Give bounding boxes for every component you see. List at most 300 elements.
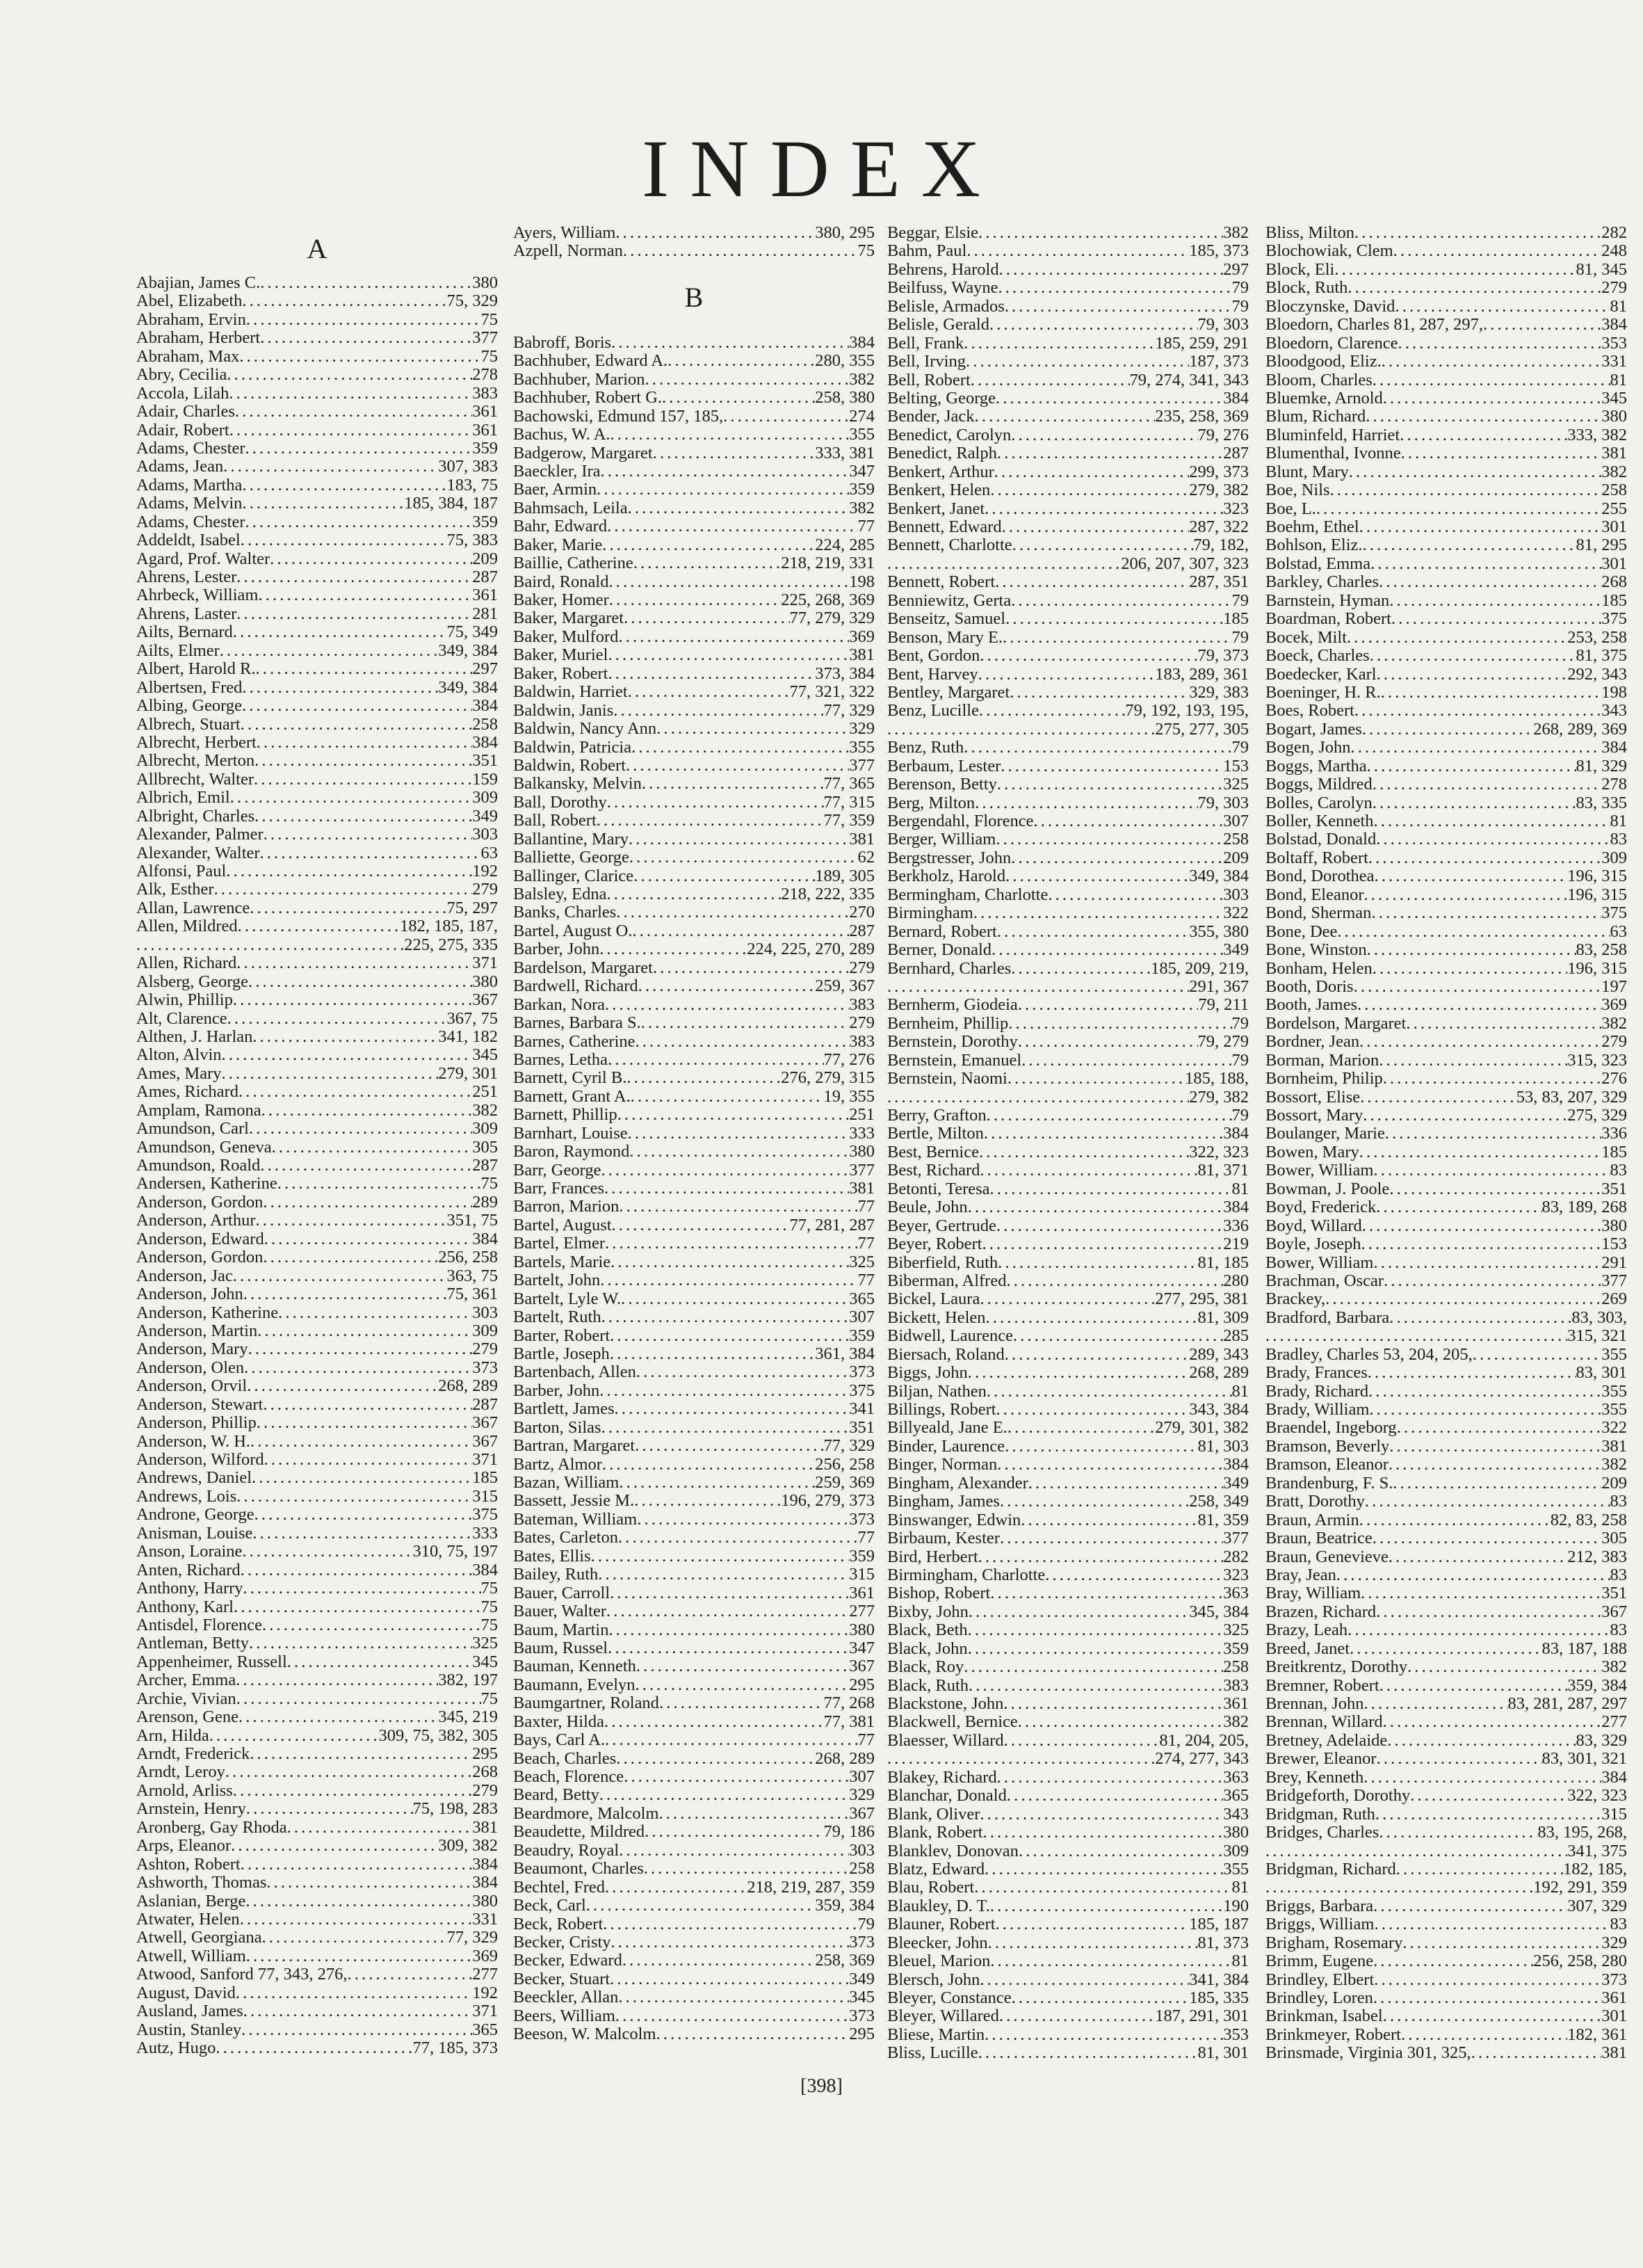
entry-pages: 384 — [472, 697, 498, 716]
entry-name: Baker, Margaret — [513, 609, 624, 628]
index-entry — [513, 903, 875, 922]
leader-dots — [255, 1212, 446, 1230]
entry-name: Binder, Laurence — [887, 1437, 1005, 1456]
leader-dots — [227, 366, 472, 384]
entry-name: Biberfield, Ruth — [887, 1253, 998, 1272]
entry-pages: 77, 315 — [823, 793, 875, 812]
entry-name: Bingham, James — [887, 1493, 1000, 1511]
entry-name: Bernherm, Giodeia — [887, 996, 1018, 1015]
leader-dots — [1337, 923, 1610, 941]
entry-pages: 367 — [1601, 1602, 1627, 1621]
entry-name: Bidwell, Laurence — [887, 1327, 1013, 1346]
entry-name: Brigham, Rosemary — [1265, 1933, 1403, 1952]
entry-pages: 79 — [857, 1915, 875, 1933]
index-entry — [1265, 757, 1627, 775]
entry-pages: 351 — [1601, 1180, 1627, 1198]
entry-pages: 187, 291, 301 — [1155, 2007, 1249, 2026]
leader-dots — [605, 996, 849, 1014]
index-entry — [887, 1677, 1249, 1695]
leader-dots — [968, 1621, 1224, 1639]
leader-dots — [1471, 2044, 1602, 2062]
entry-pages: 361 — [1223, 1695, 1249, 1713]
entry-pages: 268 — [472, 1763, 498, 1782]
entry-pages: 349 — [849, 1970, 875, 1988]
leader-dots — [631, 739, 849, 757]
leader-dots — [619, 1842, 849, 1860]
leader-dots — [1361, 1584, 1601, 1602]
entry-name: Alk, Esther — [136, 880, 214, 899]
entry-name: Bleuel, Marion — [887, 1952, 991, 1971]
entry-name: Baker, Homer — [513, 591, 609, 609]
entry-pages: 258 — [472, 715, 498, 734]
entry-name: Arn, Hilda — [136, 1726, 209, 1745]
index-entry — [887, 1033, 1249, 1051]
index-entry — [1265, 1971, 1627, 1989]
index-entry — [136, 1193, 498, 1212]
leader-dots — [1003, 1695, 1223, 1713]
index-entry — [887, 1015, 1249, 1033]
index-entry — [1265, 1107, 1627, 1125]
leader-dots — [887, 721, 1155, 739]
index-entry — [513, 1988, 875, 2006]
entry-name: Benedict, Carolyn — [887, 426, 1012, 444]
entry-name: Bickett, Helen — [887, 1308, 986, 1327]
entry-name: Blum, Richard — [1265, 408, 1366, 426]
index-entry — [887, 1658, 1249, 1676]
entry-name: Ailts, Bernard — [136, 623, 233, 642]
index-entry — [513, 1198, 875, 1216]
entry-pages: 75, 349 — [446, 623, 498, 642]
leader-dots — [618, 628, 849, 646]
leader-dots — [607, 794, 824, 812]
leader-dots — [1019, 1842, 1223, 1860]
index-entry — [887, 1180, 1249, 1198]
entry-name: Bays, Carl A. — [513, 1731, 606, 1750]
entry-pages: 81 — [1610, 371, 1627, 389]
leader-dots — [1018, 996, 1199, 1014]
index-entry — [136, 366, 498, 384]
entry-pages: 367, 75 — [446, 1009, 498, 1028]
index-entry — [887, 224, 1249, 242]
entry-pages: 276, 279, 315 — [781, 1069, 875, 1088]
index-entry — [136, 2039, 498, 2057]
index-entry — [1265, 1217, 1627, 1235]
entry-pages: 351 — [472, 752, 498, 771]
leader-dots — [1375, 1805, 1601, 1824]
index-entry — [513, 1750, 875, 1768]
index-entry — [887, 1915, 1249, 1933]
entry-pages: 275, 277, 305 — [1155, 720, 1249, 739]
entry-pages: 301 — [1601, 554, 1627, 573]
entry-name: Bliss, Lucille — [887, 2044, 978, 2063]
index-entry — [1265, 794, 1627, 812]
entry-name: Alton, Alvin — [136, 1046, 222, 1065]
entry-pages: 343, 384 — [1189, 1401, 1249, 1419]
leader-dots — [1354, 224, 1601, 242]
entry-pages: 77, 329 — [823, 701, 875, 720]
entry-name: Bolstad, Emma — [1265, 554, 1371, 573]
entry-pages: 361 — [1601, 1989, 1627, 2007]
entry-pages: 77 — [857, 1731, 875, 1750]
leader-dots — [1008, 1015, 1231, 1033]
entry-name: Albert, Harold R. — [136, 660, 256, 679]
leader-dots — [964, 335, 1155, 353]
index-entry — [887, 408, 1249, 426]
entry-pages: 381 — [849, 830, 875, 849]
entry-pages: 355 — [849, 426, 875, 444]
entry-name: Abry, Cecilia — [136, 366, 227, 385]
entry-pages: 209 — [1223, 849, 1249, 867]
leader-dots — [619, 1198, 857, 1216]
index-entry — [1265, 702, 1627, 720]
index-entry — [887, 1713, 1249, 1731]
index-entry — [513, 1492, 875, 1510]
entry-name: Bachowski, Edmund 157, 185, — [513, 407, 724, 426]
index-entry — [1265, 279, 1627, 297]
index-entry — [513, 517, 875, 536]
entry-name: Bogen, John — [1265, 739, 1351, 757]
index-entry — [887, 1254, 1249, 1272]
entry-pages: 251 — [849, 1106, 875, 1125]
entry-pages: 83, 301 — [1576, 1364, 1627, 1383]
entry-name: Ball, Dorothy — [513, 793, 607, 812]
index-entry — [1265, 316, 1627, 334]
index-entry — [513, 628, 875, 646]
leader-dots — [975, 408, 1156, 426]
index-entry — [1265, 1290, 1627, 1308]
leader-dots — [628, 1125, 850, 1143]
index-entry — [136, 1653, 498, 1671]
entry-name: Bates, Carleton — [513, 1529, 619, 1547]
entry-pages: 279 — [472, 1781, 498, 1800]
entry-pages: 380 — [1601, 1216, 1627, 1235]
entry-pages: 285 — [1223, 1327, 1249, 1346]
entry-pages: 183, 289, 361 — [1155, 665, 1249, 684]
index-entry — [1265, 1713, 1627, 1731]
entry-name: Bonham, Helen — [1265, 959, 1373, 978]
index-entry — [1265, 1254, 1627, 1272]
entry-name: Adair, Robert — [136, 421, 229, 440]
entry-pages: 81 — [1231, 1180, 1249, 1198]
leader-dots — [645, 371, 850, 389]
leader-dots — [236, 1488, 472, 1506]
entry-pages: 83 — [1610, 1566, 1627, 1584]
index-entry — [136, 697, 498, 715]
entry-pages: 79, 211 — [1198, 996, 1249, 1015]
index-entry — [1265, 1640, 1627, 1658]
entry-pages: 83, 187, 188 — [1541, 1639, 1627, 1658]
entry-name: Albertsen, Fred — [136, 678, 243, 697]
leader-dots — [241, 1561, 473, 1579]
leader-dots — [1048, 886, 1223, 904]
index-entry — [887, 647, 1249, 665]
index-entry — [513, 1069, 875, 1087]
index-entry — [1265, 849, 1627, 867]
index-entry — [887, 1235, 1249, 1253]
entry-name: Albrecht, Herbert — [136, 733, 257, 752]
leader-dots — [604, 1713, 823, 1731]
index-entry — [1265, 812, 1627, 830]
entry-name: Barber, John — [513, 1381, 600, 1400]
leader-dots — [978, 666, 1156, 684]
entry-name: Anten, Richard — [136, 1561, 241, 1579]
entry-pages: 259, 369 — [815, 1474, 875, 1492]
index-entry — [1265, 1015, 1627, 1033]
entry-name: Bordelson, Margaret — [1265, 1014, 1407, 1033]
entry-name: Bone, Winston — [1265, 941, 1367, 960]
index-entry — [136, 1965, 498, 1984]
entry-pages: 292, 343 — [1567, 665, 1627, 684]
entry-pages: 303 — [1223, 885, 1249, 904]
leader-dots — [235, 403, 472, 421]
entry-name: Abajian, James C. — [136, 274, 261, 292]
entry-pages: 258 — [1223, 1658, 1249, 1677]
leader-dots — [258, 586, 472, 604]
index-entry — [513, 977, 875, 995]
leader-dots — [629, 849, 858, 867]
entry-pages: 381 — [1601, 1437, 1627, 1456]
index-entry — [136, 1451, 498, 1469]
entry-pages: 375 — [1601, 904, 1627, 923]
entry-pages: 341, 375 — [1567, 1842, 1627, 1860]
leader-dots — [1368, 1383, 1601, 1401]
entry-name: Barr, George — [513, 1161, 601, 1180]
index-entry — [1265, 1511, 1627, 1529]
leader-dots — [1384, 1272, 1601, 1290]
entry-name: Anderson, Martin — [136, 1321, 258, 1340]
entry-name: Belting, George — [887, 389, 996, 408]
entry-name: Baeckler, Ira — [513, 462, 601, 481]
index-entry — [136, 494, 498, 513]
entry-name: Bird, Herbert — [887, 1547, 978, 1566]
index-entry — [1265, 500, 1627, 518]
entry-name: Bossort, Elise — [1265, 1088, 1361, 1107]
entry-pages: 206, 207, 307, 323 — [1121, 554, 1249, 573]
entry-pages: 349 — [1223, 941, 1249, 960]
entry-name: Bartelt, Ruth — [513, 1308, 601, 1327]
entry-name: Badgerow, Margaret — [513, 444, 653, 463]
entry-name: Becker, Edward — [513, 1952, 622, 1970]
leader-dots — [222, 1046, 473, 1064]
leader-dots — [1373, 1529, 1602, 1547]
index-entry — [136, 329, 498, 347]
entry-name: Barnett, Grant A. — [513, 1087, 631, 1106]
leader-dots — [979, 702, 1125, 720]
entry-name: Beaumont, Charles — [513, 1860, 644, 1879]
index-entry — [1265, 1346, 1627, 1364]
entry-name: Bauer, Walter — [513, 1602, 607, 1621]
leader-dots — [1389, 1180, 1601, 1198]
entry-name: Barton, Silas — [513, 1418, 601, 1437]
index-entry — [887, 812, 1249, 830]
entry-name: Bassett, Jessie M. — [513, 1492, 635, 1511]
leader-dots — [608, 646, 849, 664]
index-entry — [513, 1547, 875, 1566]
index-entry — [136, 1837, 498, 1855]
entry-pages: 77, 329 — [446, 1929, 498, 1947]
entry-pages: 279 — [1601, 1033, 1627, 1052]
entry-name: Bartel, Elmer — [513, 1234, 605, 1253]
leader-dots — [1005, 1438, 1197, 1456]
entry-name: Agard, Prof. Walter — [136, 549, 270, 568]
index-entry — [513, 812, 875, 830]
entry-pages: 381 — [472, 1818, 498, 1837]
leader-dots — [631, 1088, 824, 1106]
entry-name: Bogart, James — [1265, 720, 1362, 739]
index-entry — [1265, 1235, 1627, 1253]
entry-name: Brackey, — [1265, 1290, 1326, 1309]
leader-dots — [1359, 518, 1602, 536]
leader-dots — [636, 1676, 850, 1694]
leader-dots — [636, 1363, 849, 1381]
entry-name: Bell, Irving — [887, 353, 966, 371]
entry-pages: 75, 329 — [446, 292, 498, 311]
entry-pages: 315 — [472, 1487, 498, 1506]
entry-pages: 373 — [1601, 1970, 1627, 1989]
leader-dots — [597, 481, 849, 499]
leader-dots — [250, 1745, 472, 1763]
entry-pages: 279 — [472, 880, 498, 899]
entry-name: Bennett, Robert — [887, 573, 996, 592]
entry-name: Bardwell, Richard — [513, 977, 638, 996]
index-entry — [887, 389, 1249, 408]
entry-name: Blaukley, D. T. — [887, 1897, 990, 1915]
index-entry — [887, 1309, 1249, 1327]
leader-dots — [1366, 408, 1601, 426]
entry-pages: 196, 279, 373 — [781, 1492, 875, 1511]
entry-pages: 278 — [472, 366, 498, 385]
index-entry — [887, 1584, 1249, 1602]
leader-dots — [239, 348, 480, 366]
leader-dots — [236, 605, 472, 623]
entry-name: Bennett, Charlotte — [887, 536, 1012, 555]
entry-name: Boggs, Martha — [1265, 757, 1367, 775]
leader-dots — [633, 554, 781, 572]
leader-dots — [645, 1823, 823, 1841]
leader-dots — [605, 1879, 747, 1897]
index-entry — [887, 1052, 1249, 1070]
entry-pages: 268, 289 — [815, 1749, 875, 1768]
entry-pages: 309 — [472, 1120, 498, 1139]
leader-dots — [998, 279, 1232, 297]
index-entry — [513, 1823, 875, 1841]
index-entry — [1265, 904, 1627, 922]
index-entry — [887, 1824, 1249, 1842]
entry-pages: 185 — [1601, 591, 1627, 610]
entry-name: Arndt, Frederick — [136, 1745, 250, 1763]
index-entry — [887, 2044, 1249, 2062]
index-entry — [513, 481, 875, 499]
entry-name: Barr, Frances — [513, 1180, 604, 1198]
leader-dots — [1397, 1419, 1602, 1437]
entry-pages: 83, 195, 268, — [1537, 1824, 1627, 1842]
leader-dots — [966, 353, 1189, 371]
entry-pages: 325 — [1223, 1621, 1249, 1640]
index-entry — [513, 499, 875, 517]
index-entry — [1265, 960, 1627, 978]
index-entry — [513, 463, 875, 481]
index-entry — [136, 917, 498, 935]
leader-dots — [1401, 2026, 1567, 2044]
entry-name: Boyd, Frederick — [1265, 1198, 1377, 1217]
leader-dots — [612, 1216, 790, 1234]
leader-dots — [984, 1125, 1223, 1143]
entry-name: Bernstein, Naomi — [887, 1070, 1007, 1088]
index-entry — [887, 1640, 1249, 1658]
entry-pages: 353 — [1223, 2025, 1249, 2044]
index-entry — [887, 1438, 1249, 1456]
leader-dots — [644, 1860, 849, 1878]
entry-name: Baker, Robert — [513, 664, 608, 683]
entry-pages: 383 — [849, 995, 875, 1014]
entry-pages: 369 — [849, 627, 875, 646]
entry-pages: 279 — [849, 958, 875, 977]
entry-pages: 75 — [480, 1689, 498, 1708]
index-entry — [1265, 1052, 1627, 1070]
leader-dots — [971, 371, 1130, 389]
index-entry — [513, 720, 875, 738]
entry-pages: 218, 219, 287, 359 — [747, 1878, 875, 1897]
leader-dots — [887, 555, 1121, 573]
entry-pages: 359 — [849, 1326, 875, 1345]
index-entry — [887, 1198, 1249, 1216]
entry-name: Ball, Robert — [513, 812, 597, 830]
entry-pages: 371 — [472, 2002, 498, 2021]
index-entry — [513, 1308, 875, 1326]
index-entry — [136, 1285, 498, 1303]
entry-pages: 381 — [1601, 444, 1627, 463]
leader-dots — [1374, 1971, 1601, 1989]
leader-dots — [1033, 812, 1223, 830]
entry-pages: 382 — [849, 370, 875, 389]
leader-dots — [624, 609, 789, 627]
index-entry — [136, 274, 498, 292]
leader-dots — [1005, 1346, 1190, 1364]
entry-pages: 355 — [1223, 1860, 1249, 1879]
entry-name: Beers, William — [513, 2006, 615, 2025]
entry-name: Bachus, W. A. — [513, 426, 610, 444]
entry-name: Benkert, Arthur — [887, 463, 994, 481]
entry-pages: 259, 367 — [815, 977, 875, 996]
entry-name: Bradley, Charles 53, 204, 205, — [1265, 1345, 1473, 1364]
index-entry — [136, 1579, 498, 1598]
leader-dots — [980, 1805, 1223, 1824]
entry-pages: 75 — [480, 310, 498, 329]
entry-name: Baker, Mulford — [513, 627, 619, 646]
entry-pages: 343 — [1601, 702, 1627, 721]
leader-dots — [277, 1175, 481, 1193]
leader-dots — [887, 1088, 1189, 1107]
index-column-4 — [1265, 224, 1627, 2063]
leader-dots — [615, 1400, 850, 1418]
index-entry — [513, 1676, 875, 1694]
leader-dots — [723, 408, 849, 426]
index-entry — [513, 1731, 875, 1749]
index-entry — [887, 1621, 1249, 1639]
leader-dots — [604, 1180, 849, 1198]
entry-name: Ames, Richard — [136, 1083, 238, 1102]
entry-name: Bernstein, Emanuel — [887, 1051, 1022, 1070]
index-entry — [1265, 444, 1627, 463]
entry-name: Albrecht, Merton — [136, 752, 255, 771]
index-entry — [136, 1856, 498, 1874]
index-entry — [1265, 1695, 1627, 1713]
leader-dots — [242, 292, 446, 310]
index-entry — [887, 1529, 1249, 1547]
index-entry — [887, 702, 1249, 720]
index-entry — [136, 734, 498, 752]
entry-name: Bergendahl, Florence — [887, 812, 1034, 830]
